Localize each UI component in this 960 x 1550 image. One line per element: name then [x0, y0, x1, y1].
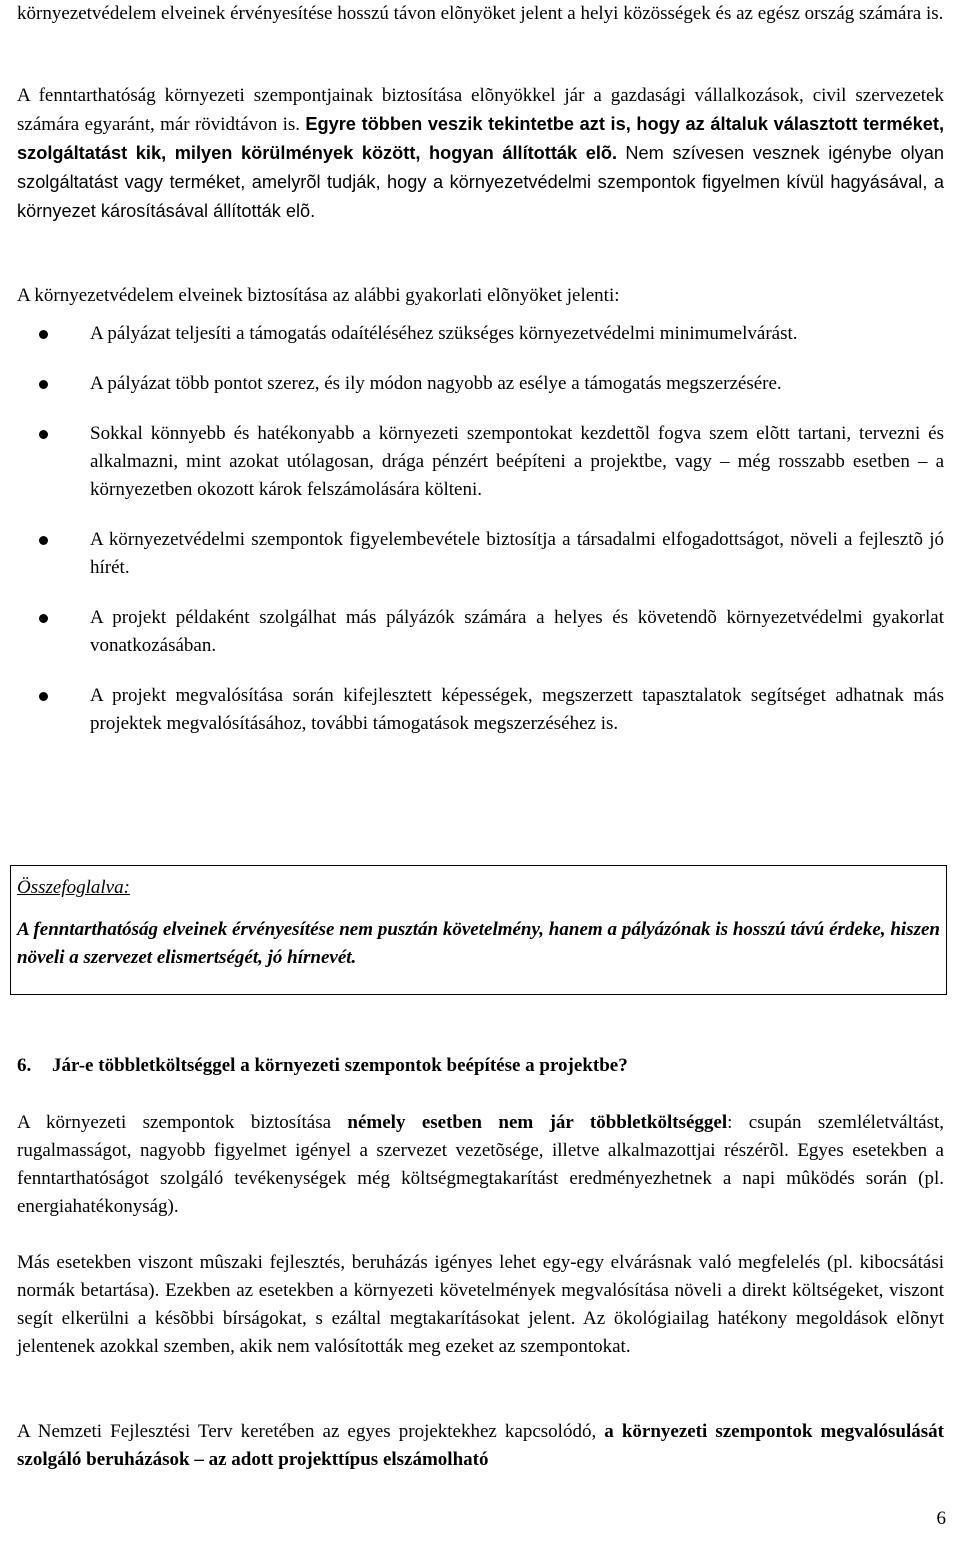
list-item-text: A pályázat több pontot szerez, és ily módon nagyobb az esélye a támogatás megszerzésére. [90, 373, 782, 394]
bullet-icon [39, 330, 48, 339]
section-p1-post: : csupán szemléletváltást, rugalmasságot, nagyobb figyelmet igényel a szervezet vezetõsége, illetve alkalmazottjai részérõl. Egyes esetekben a fenntarthatóságot szolgáló tevékenységek még költségmegtakarítást eredményezhetnek a napi mûködés során (pl. energiahatékonyság). [17, 1112, 944, 1217]
list-item [17, 420, 944, 504]
benefits-rest-text: Nem szívesen vesznek igénybe olyan szolgáltatást vagy terméket, amelyrõl tudják, hogy a környezetvédelmi szempontok figyelmen kívül hagyásával, a környezet károsításával állították elõ. [17, 143, 945, 221]
section-p1-pre: A környezeti szempontok biztosítása [17, 1112, 332, 1133]
bullet-icon [39, 380, 48, 389]
section-title: Jár-e többletköltséggel a környezeti szempontok beépítése a projektbe? [52, 1055, 628, 1076]
section-p3-pre: A Nemzeti Fejlesztési Terv keretében az egyes projektekhez kapcsolódó, [17, 1421, 597, 1442]
benefits-bullet-list [17, 320, 944, 738]
list-item [17, 604, 944, 660]
list-item [17, 370, 944, 398]
bullet-icon [39, 614, 48, 623]
section-number: 6. [17, 1055, 32, 1076]
bullet-icon [39, 430, 48, 439]
list-item-text: A pályázat teljesíti a támogatás odaítéléséhez szükséges környezetvédelmi minimumelvárást. [90, 323, 798, 344]
bullet-icon [39, 536, 48, 545]
section-paragraph-1 [17, 1109, 944, 1221]
section-paragraph-2: Más esetekben viszont mûszaki fejlesztés, beruházás igényes lehet egy-egy elvárásnak való megfelelés (pl. kibocsátási normák betartása). Ezekben az esetekben a környezeti követelmények megvalósítása növeli a direkt költségeket, viszont segít elkerülni a késõbbi bírságokat, s ezáltal megtakarításokat jelent. Az ökológiailag hatékony megoldások elõnyt jelentenek azokkal szemben, akik nem valósították meg ezeket az szempontokat. [17, 1252, 944, 1357]
benefits-bold-text: Egyre többen veszik tekintetbe azt is, hogy az általuk választott terméket, szolgáltatást kik, milyen körülmények között, hogyan állították elõ. [17, 114, 944, 163]
list-item [17, 320, 944, 348]
summary-text: A fenntarthatóság elveinek érvényesítése nem pusztán követelmény, hanem a pályázónak is hosszú távú érdeke, hiszen növeli a szervezet elismertségét, jó hírnevét. [17, 919, 940, 968]
section-p3-bold: a környezeti szempontok megvalósulását szolgáló beruházások – az adott projekttípus elszámolható [17, 1421, 945, 1470]
list-item-text: A projekt megvalósítása során kifejlesztett képességek, megszerzett tapasztalatok segítséget adhatnak más projektek megvalósításához, további támogatások megszerzéséhez is. [90, 685, 944, 734]
list-item [17, 526, 944, 582]
list-item-text: A projekt példaként szolgálhat más pályázók számára a helyes és követendõ környezetvédelmi gyakorlat vonatkozásában. [90, 607, 944, 656]
bullet-icon [39, 692, 48, 701]
summary-title: Összefoglalva: [17, 877, 130, 898]
summary-box [10, 865, 947, 995]
list-intro-paragraph: A környezetvédelem elveinek biztosítása az alábbi gyakorlati elõnyöket jelenti: [17, 285, 620, 306]
benefits-paragraph [17, 82, 944, 226]
section-p1-bold: némely esetben nem jár többletköltséggel [347, 1112, 728, 1133]
page-number: 6 [936, 1508, 946, 1529]
section-heading [17, 1052, 628, 1080]
benefits-lead-text: A fenntarthatóság környezeti szempontjainak biztosítása elõnyökkel jár a gazdasági vállalkozások, civil szervezetek számára egyaránt, már rövidtávon is. [17, 85, 944, 135]
list-item-text: Sokkal könnyebb és hatékonyabb a környezeti szempontokat kezdettõl fogva szem elõtt tartani, tervezni és alkalmazni, mint azokat utólagosan, drága pénzért beépíteni a projektbe, vagy – még rosszabb esetben – a környezetben okozott károk felszámolására költeni. [90, 423, 944, 500]
section-paragraph-3 [17, 1418, 944, 1474]
list-item-text: A környezetvédelmi szempontok figyelembevétele biztosítja a társadalmi elfogadottságot, növeli a fejlesztõ jó hírét. [90, 529, 944, 578]
list-item [17, 682, 944, 738]
intro-continuation-paragraph: környezetvédelem elveinek érvényesítése hosszú távon elõnyöket jelent a helyi közösségek és az egész ország számára is. [17, 3, 944, 24]
